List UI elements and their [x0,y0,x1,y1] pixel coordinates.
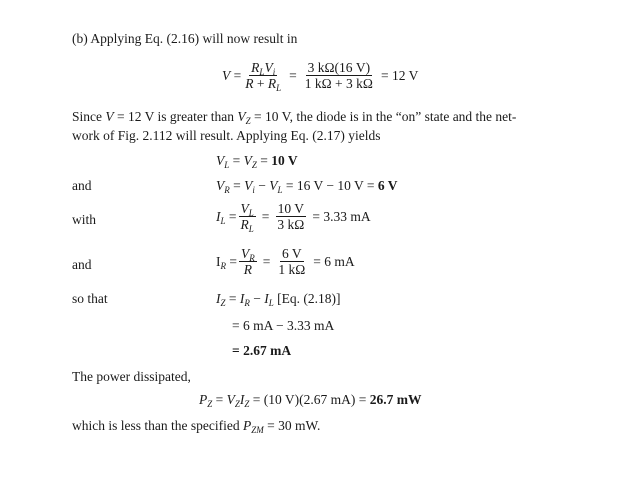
equation-power: $P_Z = V_ZI_Z = (10$ V)(2.67 mA) = 26.7 mW [199,392,422,409]
final-line: which is less than the specified $P_{ZM} = 30$ mW. [72,418,321,435]
equation-iz-step: = 6 mA − 3.33 mA [232,318,335,333]
fraction-rl-vi: $\frac{R_LV_i}{R + R_L}$ [245,60,282,93]
label-with: with [72,212,97,227]
equation-vr: $V_R = V_i - V_L = 16$ V − 10 V = 6 V [216,178,398,195]
equation-vl: $V_L = V_Z = 10$ V [216,153,298,170]
label-and-1: and [72,178,92,193]
label-and-2: and [72,257,92,272]
paragraph-line-1: Since V = 12 V is greater than $V_Z = 10$ V, the diode is in the “on” state and the net- [72,109,517,126]
section-heading: (b) Applying Eq. (2.16) will now result in [72,31,298,46]
equation-iz-result: = 2.67 mA [232,343,292,358]
equation-voltage: V = $\frac{R_LV_i}{R + R_L}$ = $\frac{3 k\Omega(16 V)}{1 k\Omega + 3 k\Omega}$ = 12 V [222,60,419,93]
equation-il: $I_L$ = $\frac{V_L}{R_L}$ = $\frac{10 V}{3 k\Omega}$ = 3.33 mA [216,201,371,234]
fraction-numeric: $\frac{3 k\Omega(16 V)}{1 k\Omega + 3 k\Omega}$ [304,60,373,91]
equation-iz: $I_Z = I_R - I_L$ [Eq. (2.18)] [216,291,341,308]
paragraph-line-2: work of Fig. 2.112 will result. Applying Eq. (2.17) yields [72,128,381,143]
label-so-that: so that [72,291,108,306]
power-line: The power dissipated, [72,369,191,384]
equation-ir: $I_R$ = $\frac{V_R}{R}$ = $\frac{6 V}{1 k\Omega}$ = 6 mA [216,246,355,277]
